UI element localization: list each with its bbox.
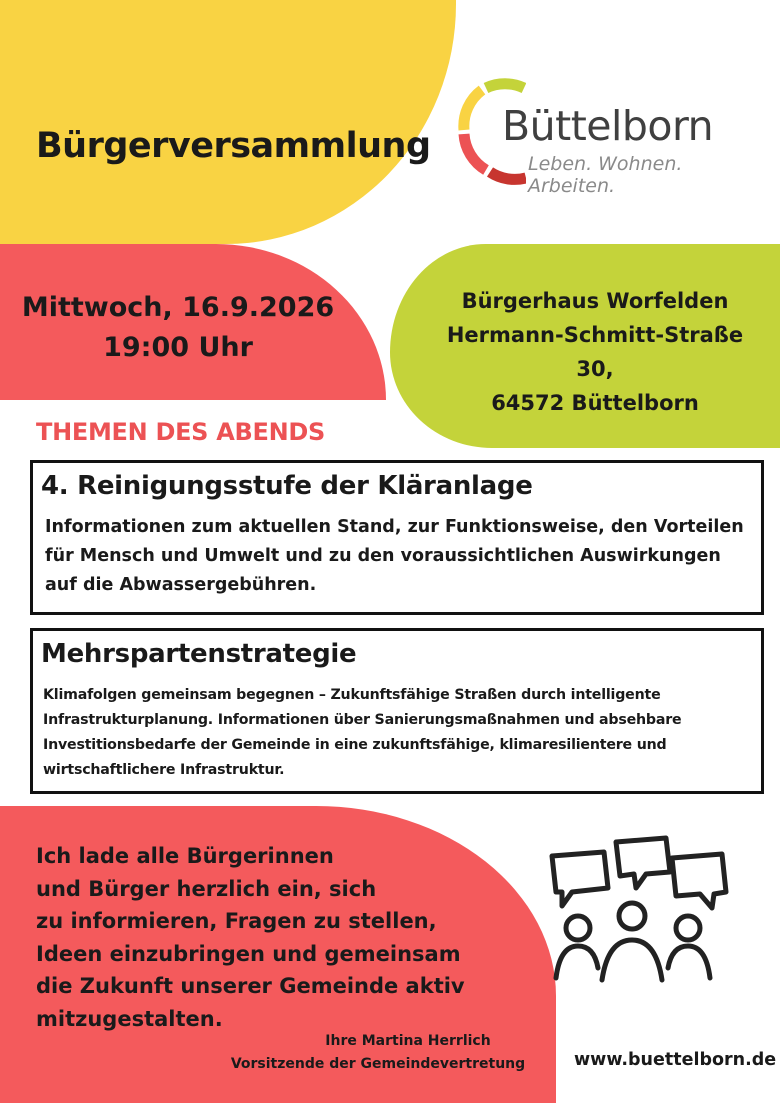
signature-name: Ihre Martina Herrlich [325, 1033, 491, 1049]
signature-role: Vorsitzende der Gemeindevertretung [230, 1056, 526, 1072]
invitation-line: und Bürger herzlich ein, sich [36, 876, 377, 901]
event-date-block [0, 288, 356, 368]
page-title: Bürgerversammlung [36, 126, 431, 166]
signature [228, 1030, 528, 1076]
topic-title: 4. Reinigungsstufe der Kläranlage [41, 471, 533, 501]
topic-description: Informationen zum aktuellen Stand, zur Funktionsweise, den Vorteilen für Mensch und Umwelt und zu den voraussichtlichen Auswirkungen auf die Abwassergebühren. [45, 517, 744, 595]
themes-heading: THEMEN DES ABENDS [36, 418, 325, 446]
people-discussion-icon [538, 828, 738, 998]
yellow-background-shape [0, 0, 456, 244]
invitation-text [36, 840, 506, 1035]
event-location-block [430, 284, 760, 420]
invitation-line: die Zukunft unserer Gemeinde aktiv [36, 974, 465, 998]
logo-slogan: Leben. Wohnen. Arbeiten. [528, 153, 683, 197]
invitation-line: zu informieren, Fragen zu stellen, [36, 909, 437, 933]
event-time: 19:00 Uhr [103, 332, 253, 363]
location-street: Hermann-Schmitt-Straße 30, [446, 323, 744, 381]
logo-name: Büttelborn [502, 102, 714, 150]
event-date: Mittwoch, 16.9.2026 [21, 292, 335, 323]
topic-title: Mehrspartenstrategie [41, 639, 357, 669]
invitation-line: mitzugestalten. [36, 1006, 223, 1031]
invitation-line: Ich lade alle Bürgerinnen [36, 844, 334, 868]
location-city: 64572 Büttelborn [491, 391, 699, 415]
topic-box-mehrspartenstrategie [30, 628, 764, 794]
topic-description: Klimafolgen gemeinsam begegnen – Zukunftsfähige Straßen durch intelligente Infrastrukturplanung. Informationen über Sanierungsmaßnahmen und absehbare Investitionsbedarfe der Gemeinde in eine zukunftsfähige, klimaresilientere und wirtschaftlichere Infrastruktur. [43, 687, 682, 778]
website-link[interactable]: www.buettelborn.de [574, 1050, 777, 1070]
topic-box-kläranlage [30, 460, 764, 615]
buettelborn-logo [456, 78, 756, 198]
location-venue: Bürgerhaus Worfelden [461, 289, 729, 313]
invitation-line: Ideen einzubringen und gemeinsam [36, 941, 461, 966]
